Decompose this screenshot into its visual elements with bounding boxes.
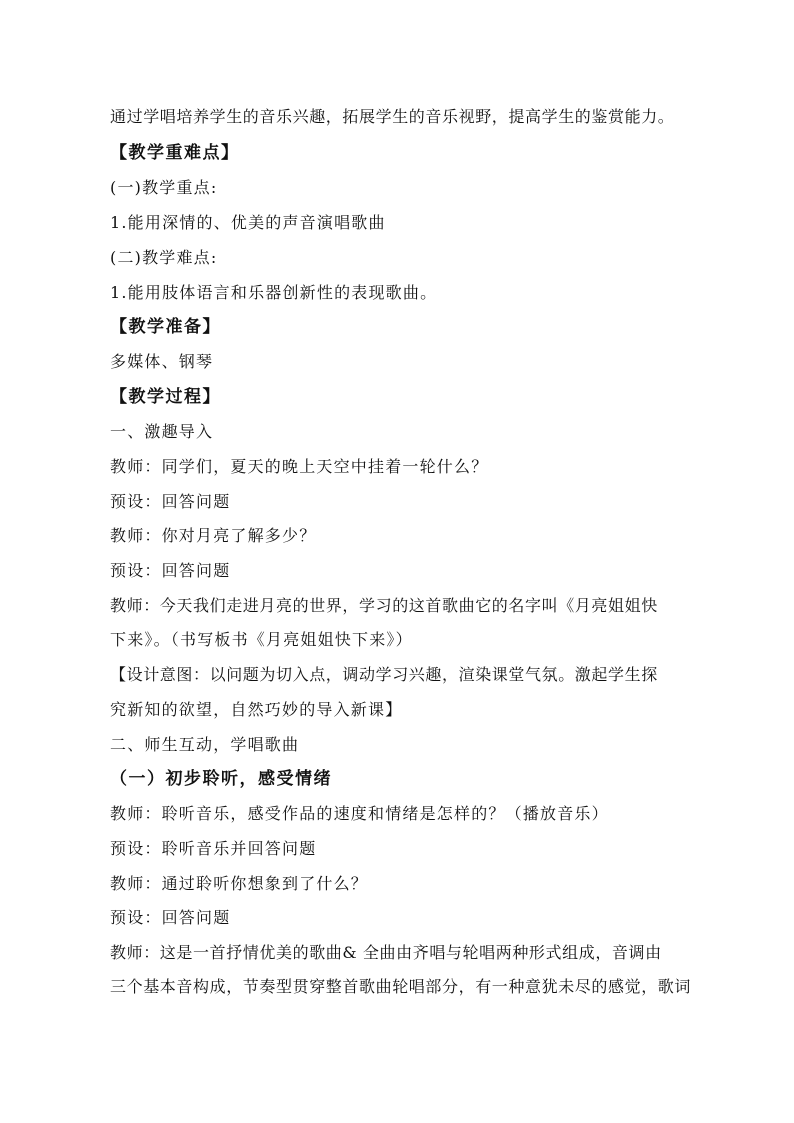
subheading-difficult-points: (二)教学难点: [110,248,218,267]
section-heading-process: 【教学过程】 [110,387,221,407]
subheading-first-listening: （一）初步聆听，感受情绪 [110,769,332,789]
section-heading-key-difficult-points: 【教学重难点】 [110,143,240,163]
goal-paragraph: 通过学唱培养学生的音乐兴趣，拓展学生的音乐视野，提高学生的鉴赏能力。 [110,107,675,126]
difficult-point-item: 1.能用肢体语言和乐器创新性的表现歌曲。 [110,283,438,302]
design-intent-note-continued: 究新知的欲望，自然巧妙的导入新课】 [110,700,403,719]
teacher-line: 教师：聆听音乐，感受作品的速度和情绪是怎样的？（播放音乐） [110,804,609,823]
preparation-items: 多媒体、钢琴 [110,352,214,371]
teacher-line: 教师：同学们，夏天的晚上天空中挂着一轮什么？ [110,457,489,476]
subheading-key-points: (一)教学重点: [110,178,218,197]
design-intent-note: 【设计意图：以问题为切入点，调动学习兴趣，渲染课堂气氛。激起学生探 [110,665,658,684]
teacher-line: 教师：通过聆听你想象到了什么？ [110,874,369,893]
step-heading-interaction: 二、师生互动，学唱歌曲 [110,735,300,754]
preset-line: 预设：回答问题 [110,908,231,927]
section-heading-preparation: 【教学准备】 [110,317,221,337]
teacher-line: 教师：你对月亮了解多少？ [110,526,317,545]
key-point-item: 1.能用深情的、优美的声音演唱歌曲 [110,213,386,232]
step-heading-intro: 一、激趣导入 [110,422,214,441]
preset-line: 预设：回答问题 [110,492,231,511]
teacher-line-continued: 下来》。（书写板书《月亮姐姐快下来》） [110,630,413,649]
preset-line: 预设：聆听音乐并回答问题 [110,839,317,858]
teacher-line: 教师：今天我们走进月亮的世界，学习的这首歌曲它的名字叫《月亮姐姐快 [110,596,658,615]
teacher-line: 教师：这是一首抒情优美的歌曲& 全曲由齐唱与轮唱两种形式组成，音调由 [110,943,662,962]
teacher-line-continued: 三个基本音构成，节奏型贯穿整首歌曲轮唱部分，有一种意犹未尽的感觉，歌词 [110,977,692,996]
preset-line: 预设：回答问题 [110,561,231,580]
